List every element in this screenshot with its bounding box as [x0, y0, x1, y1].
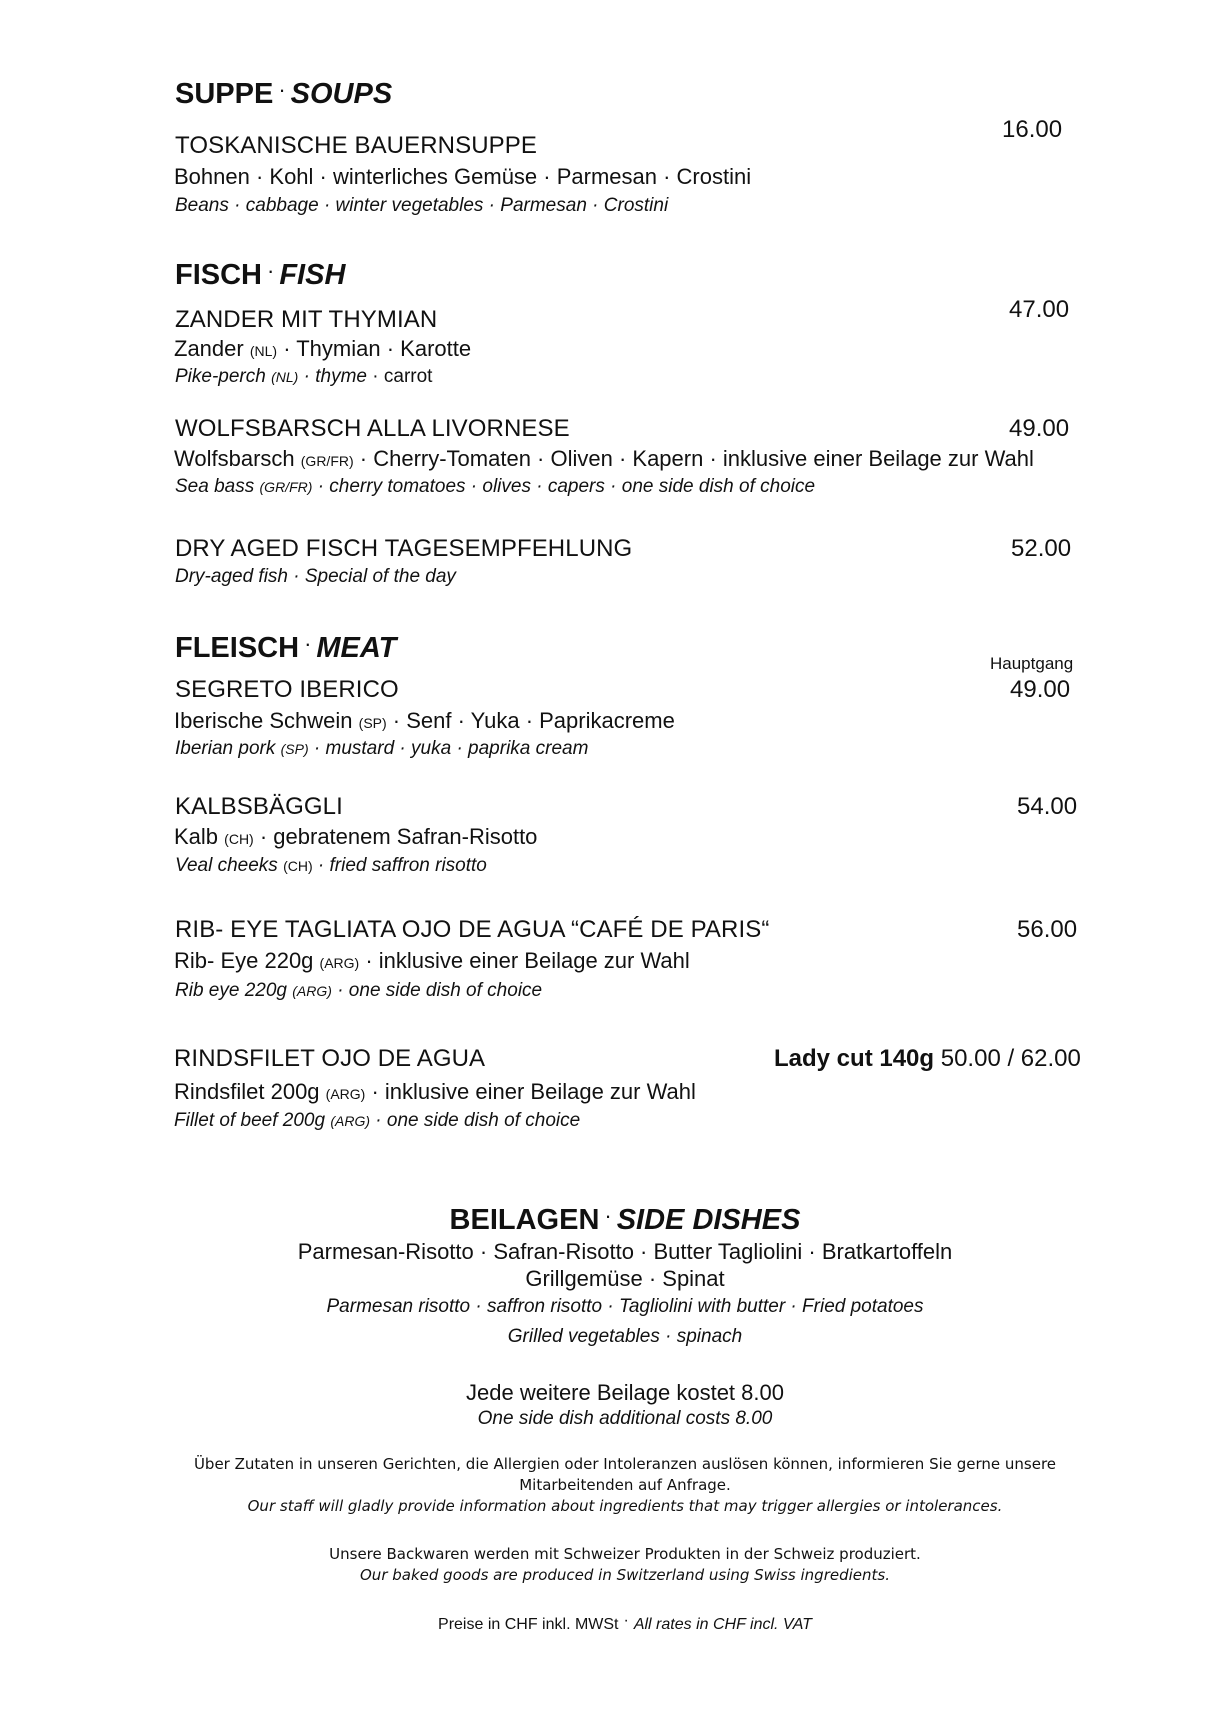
dish-name: KALBSBÄGGLI — [175, 793, 343, 820]
section-heading-meat — [175, 632, 396, 665]
origin-label: (ARG) — [319, 955, 360, 971]
description-text: Iberische Schwein — [174, 708, 353, 733]
dish-description-en — [175, 980, 542, 1002]
origin-label: (NL) — [249, 343, 278, 359]
separator-dot: · — [267, 258, 275, 283]
origin-label: (CH) — [283, 858, 313, 874]
section-title-de: FISCH — [175, 259, 262, 291]
description-text: · Thymian · Karotte — [283, 336, 472, 361]
dish-description-de: Bohnen · Kohl · winterliches Gemüse · Parmesan · Crostini — [174, 164, 752, 189]
section-title-en: SOUPS — [290, 78, 393, 110]
description-text: · fried saffron risotto — [317, 855, 487, 876]
dish-name: ZANDER MIT THYMIAN — [175, 306, 438, 333]
sides-list-de: Parmesan-Risotto · Safran-Risotto · Butter Tagliolini · Bratkartoffeln — [297, 1239, 953, 1264]
dish-name: TOSKANISCHE BAUERNSUPPE — [175, 132, 537, 159]
dish-price: 47.00 — [1009, 296, 1070, 323]
dish-price-group — [774, 1045, 1081, 1073]
allergy-note-en: Our staff will gladly provide information about ingredients that may trigger allergies or intolerances. — [247, 1497, 1003, 1515]
section-heading-fish — [175, 259, 345, 292]
separator-dot: · — [278, 77, 286, 102]
dish-description-en — [175, 476, 815, 498]
section-title-de: FLEISCH — [175, 632, 300, 664]
extra-side-cost-en: One side dish additional costs 8.00 — [477, 1408, 773, 1429]
description-text: Rib eye 220g — [175, 980, 287, 1001]
section-title-de: SUPPE — [175, 78, 274, 110]
dish-description-en — [175, 738, 588, 760]
dish-description-de — [174, 1079, 696, 1105]
description-text: · Cherry-Tomaten · Oliven · Kapern · inklusive einer Beilage zur Wahl — [359, 446, 1034, 471]
section-heading-soups — [175, 78, 392, 111]
description-text: · Senf · Yuka · Paprikacreme — [392, 708, 675, 733]
dish-description-en — [175, 855, 487, 877]
description-text: · carrot — [372, 366, 433, 387]
dish-name: SEGRETO IBERICO — [175, 676, 399, 703]
description-text: · cherry tomatoes · olives · capers · one side dish of choice — [317, 476, 816, 497]
origin-label: (ARG) — [292, 983, 332, 999]
bakery-note-en: Our baked goods are produced in Switzerland using Swiss ingredients. — [360, 1566, 890, 1584]
description-text: · inklusive einer Beilage zur Wahl — [371, 1079, 696, 1104]
sides-list-de: Grillgemüse · Spinat — [525, 1266, 725, 1291]
description-text: Sea bass — [175, 476, 255, 497]
dish-price: 52.00 — [1011, 535, 1072, 562]
extra-side-cost-de: Jede weitere Beilage kostet 8.00 — [466, 1380, 784, 1405]
description-text: Rindsfilet 200g — [174, 1079, 320, 1104]
description-text: Iberian pork — [175, 738, 276, 759]
dish-name: RIB- EYE TAGLIATA OJO DE AGUA “CAFÉ DE PARIS“ — [175, 916, 770, 943]
description-text: Kalb — [174, 824, 219, 849]
dish-description-de — [174, 708, 675, 734]
description-text: Pike-perch — [175, 366, 266, 387]
separator-dot: · — [604, 1203, 612, 1228]
allergy-note-de: Mitarbeitenden auf Anfrage. — [519, 1476, 731, 1494]
section-title-de: BEILAGEN — [449, 1204, 600, 1236]
description-text: · one side dish of choice — [375, 1110, 581, 1131]
dish-description-de — [174, 948, 690, 974]
dish-description-de — [174, 446, 1034, 472]
dish-price: 50.00 / 62.00 — [940, 1045, 1081, 1072]
origin-label: (GR/FR) — [300, 453, 354, 469]
dish-description-en: Dry-aged fish · Special of the day — [175, 566, 456, 587]
description-text: Veal cheeks — [175, 855, 278, 876]
dish-name: RINDSFILET OJO DE AGUA — [174, 1045, 486, 1072]
description-text: Fillet of beef 200g — [174, 1110, 326, 1131]
price-note-en: All rates in CHF incl. VAT — [633, 1616, 812, 1633]
origin-label: (CH) — [224, 831, 254, 847]
origin-label: (GR/FR) — [259, 479, 313, 495]
dish-price: 49.00 — [1010, 676, 1071, 703]
section-title-en: SIDE DISHES — [616, 1204, 801, 1236]
dish-description-en — [174, 1110, 580, 1132]
description-text: · thyme — [303, 366, 367, 387]
origin-label: (SP) — [280, 741, 309, 757]
dish-description-de — [174, 824, 537, 850]
separator-dot: · — [623, 1612, 629, 1629]
dish-description-de — [174, 336, 471, 362]
dish-price: 54.00 — [1017, 793, 1078, 820]
sides-list-en: Grilled vegetables · spinach — [507, 1326, 743, 1347]
dish-name: DRY AGED FISCH TAGESEMPFEHLUNG — [175, 535, 633, 562]
sides-list-en: Parmesan risotto · saffron risotto · Tagliolini with butter · Fried potatoes — [326, 1296, 924, 1317]
dish-price: 56.00 — [1017, 916, 1078, 943]
section-heading-sides — [14, 1204, 1222, 1237]
price-note-de: Preise in CHF inkl. MWSt — [438, 1616, 619, 1633]
origin-label: (SP) — [358, 715, 387, 731]
section-title-en: FISH — [279, 259, 346, 291]
separator-dot: · — [304, 631, 312, 656]
description-text: Zander — [174, 336, 244, 361]
dish-price: 16.00 — [1002, 116, 1063, 143]
description-text: Wolfsbarsch — [174, 446, 295, 471]
origin-label: (NL) — [271, 369, 299, 385]
dish-description-en: Beans · cabbage · winter vegetables · Parmesan · Crostini — [175, 195, 669, 216]
price-note — [14, 1612, 1222, 1634]
allergy-note-de: Über Zutaten in unseren Gerichten, die Allergien oder Intoleranzen auslösen können, informieren Sie gerne unsere — [193, 1455, 1057, 1473]
description-text: · inklusive einer Beilage zur Wahl — [365, 948, 690, 973]
description-text: · gebratenem Safran-Risotto — [259, 824, 538, 849]
dish-name: WOLFSBARSCH ALLA LIVORNESE — [175, 415, 570, 442]
bakery-note-de: Unsere Backwaren werden mit Schweizer Produkten in der Schweiz produziert. — [329, 1545, 921, 1563]
description-text: Rib- Eye 220g — [174, 948, 314, 973]
dish-description-en — [175, 366, 432, 388]
section-title-en: MEAT — [316, 632, 397, 664]
price-column-label: Hauptgang — [990, 654, 1074, 673]
dish-price: 49.00 — [1009, 415, 1070, 442]
description-text: · mustard · yuka · paprika cream — [313, 738, 589, 759]
origin-label: (ARG) — [330, 1113, 370, 1129]
origin-label: (ARG) — [325, 1086, 366, 1102]
price-label: Lady cut 140g — [774, 1045, 935, 1072]
description-text: · one side dish of choice — [337, 980, 543, 1001]
